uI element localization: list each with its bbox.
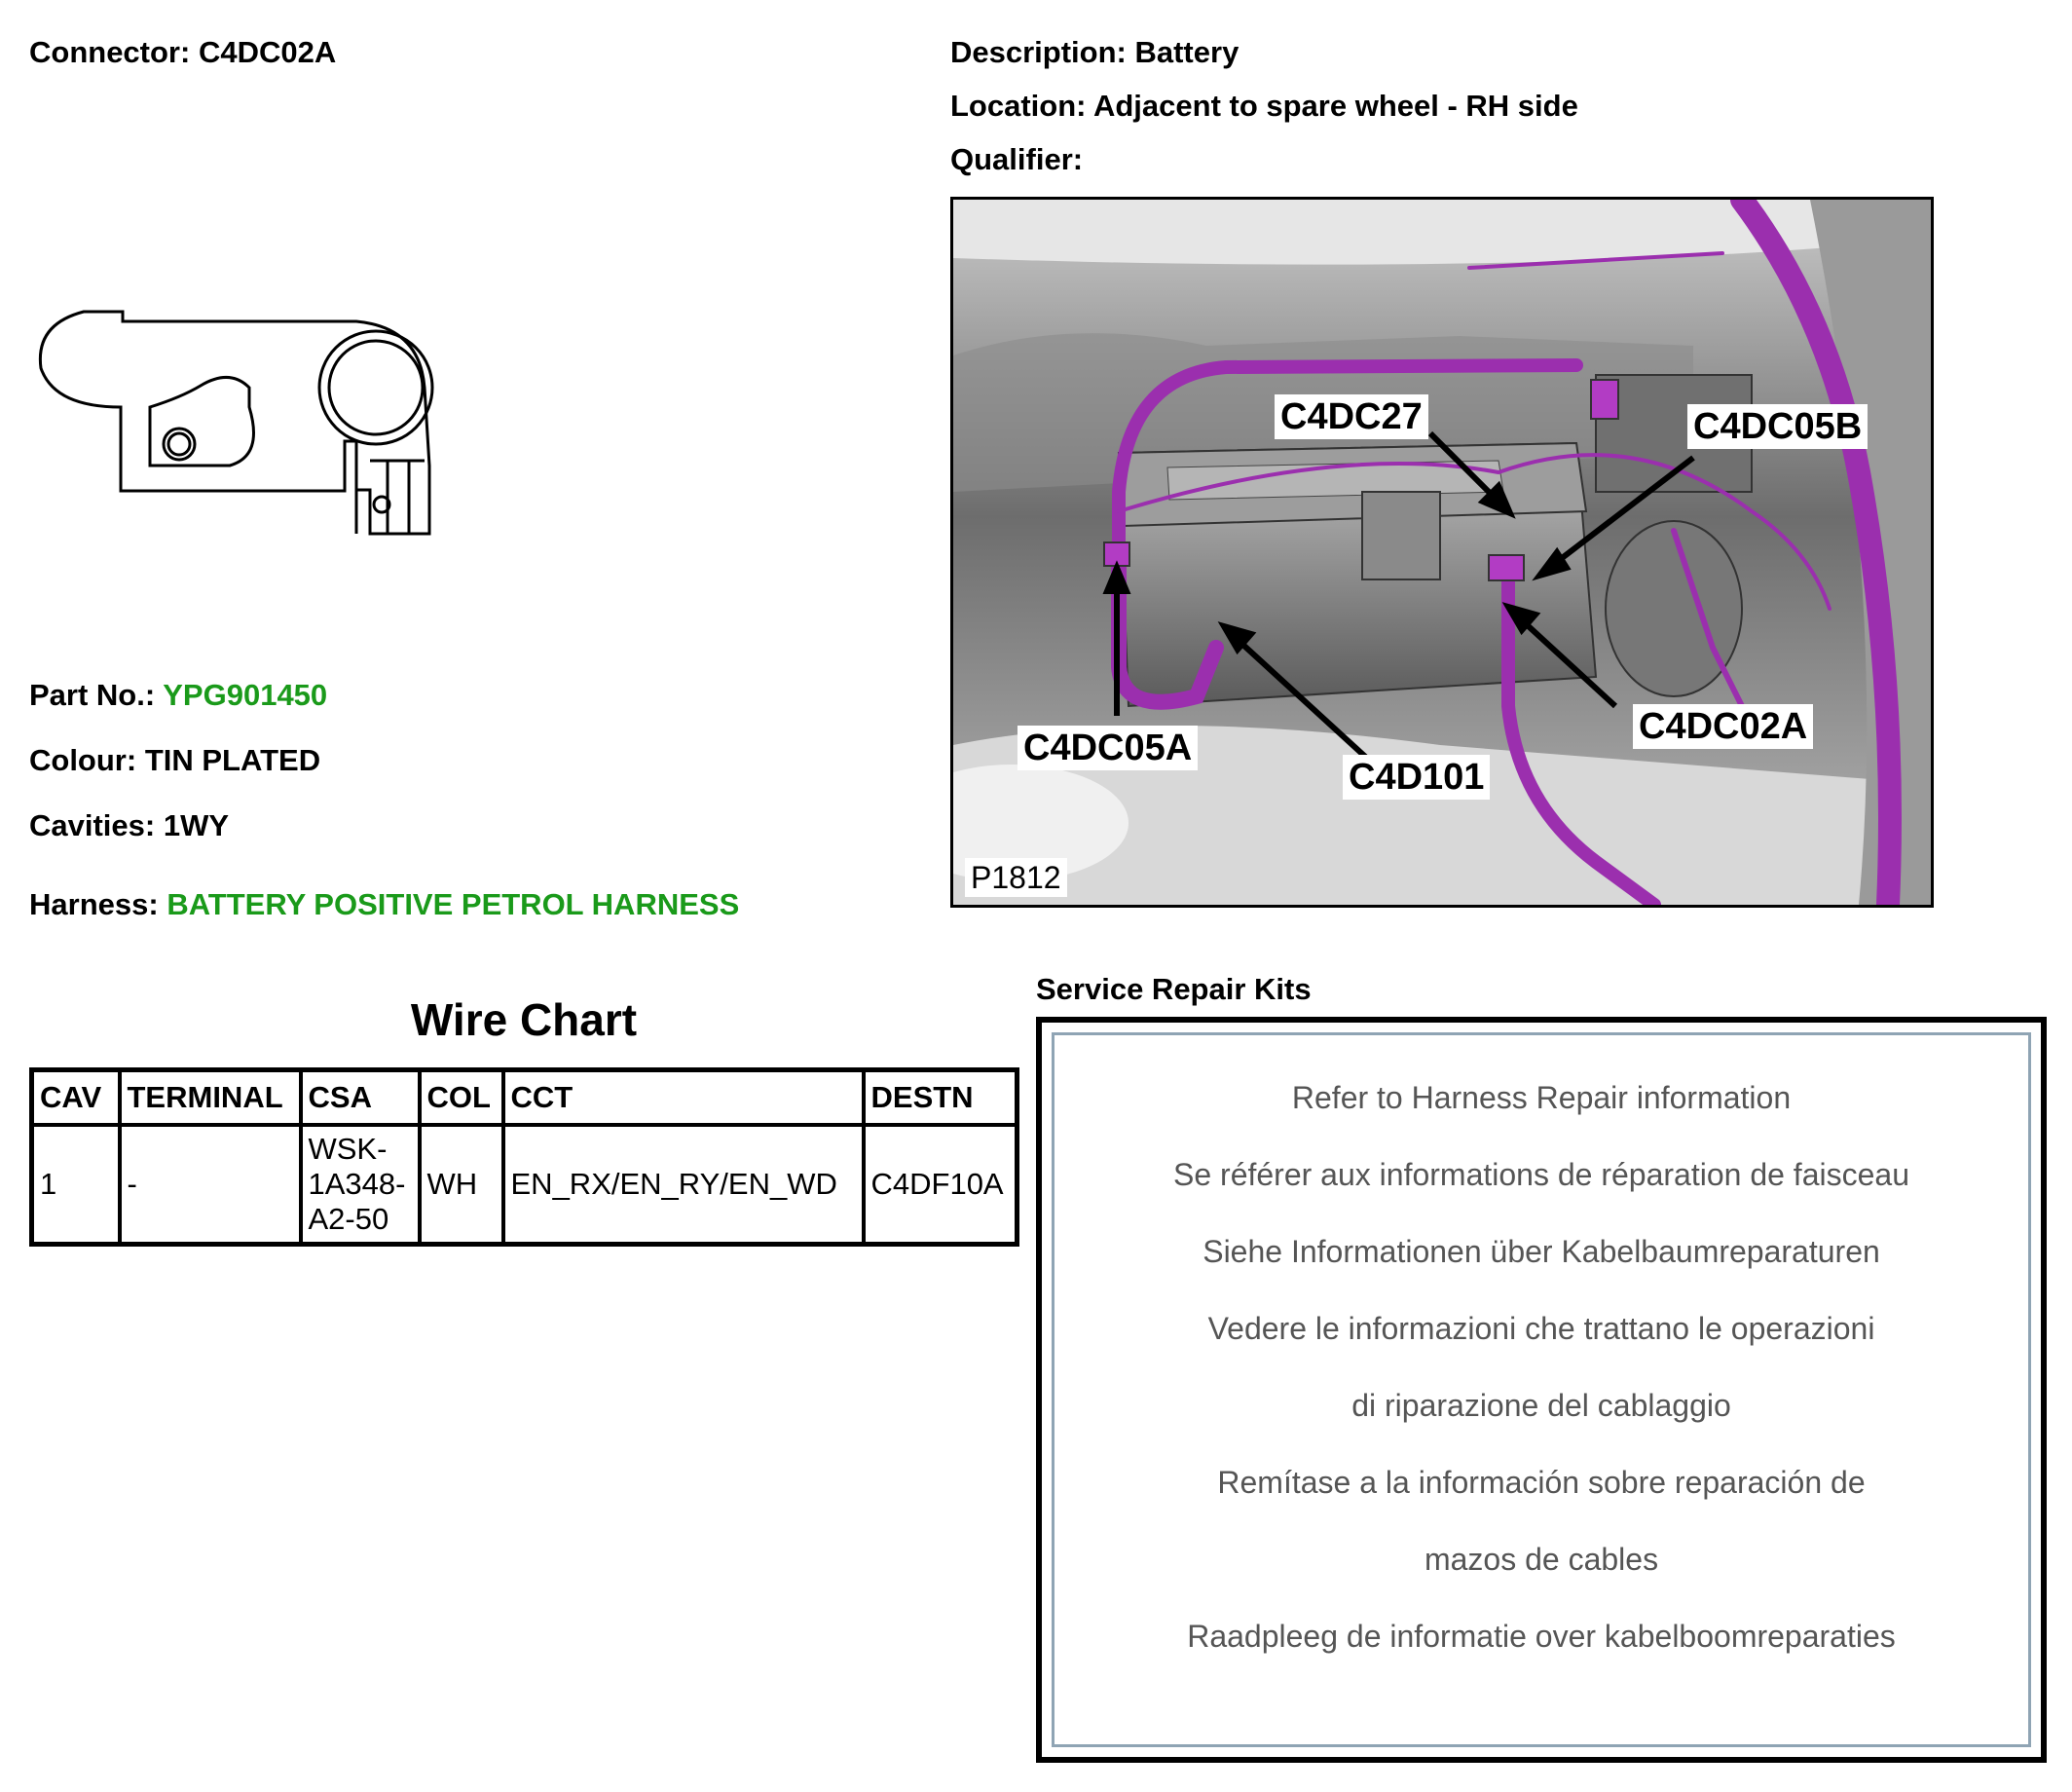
cell-csa [301, 1125, 420, 1245]
description-field [950, 35, 1239, 70]
kit-line: Refer to Harness Repair information [1291, 1080, 1792, 1115]
table-row [32, 1125, 1018, 1245]
service-kits-box [1036, 1017, 2047, 1763]
header-cct: CCT [503, 1070, 864, 1126]
header-cav: CAV [32, 1070, 120, 1126]
header-csa: CSA [301, 1070, 420, 1126]
service-kits-title: Service Repair Kits [1036, 972, 1312, 1006]
cell-destn-link[interactable]: C4DF10A [864, 1125, 1018, 1245]
table-header-row [32, 1070, 1018, 1126]
callout-c4dc02a: C4DC02A [1633, 704, 1813, 749]
description-label: Description: [950, 35, 1127, 69]
part-no-field [29, 678, 327, 713]
qualifier-field [950, 142, 1083, 177]
csa-line: WSK- [308, 1132, 388, 1166]
photo-reference: P1812 [965, 858, 1067, 897]
harness-field [29, 887, 739, 922]
colour-field [29, 743, 320, 778]
kit-line: mazos de cables [1424, 1542, 1659, 1577]
cavities-label: Cavities: [29, 808, 156, 842]
callout-c4dc05b: C4DC05B [1687, 404, 1868, 449]
colour-value: TIN PLATED [144, 743, 321, 777]
callout-c4dc27: C4DC27 [1275, 394, 1428, 439]
connector-value: C4DC02A [198, 35, 337, 69]
kit-line: Se référer aux informations de réparation de faisceau [1173, 1157, 1909, 1192]
location-field [950, 89, 1578, 124]
harness-label: Harness: [29, 887, 159, 921]
kit-line: di riparazione del cablaggio [1351, 1388, 1731, 1423]
harness-link[interactable]: BATTERY POSITIVE PETROL HARNESS [166, 887, 740, 921]
callout-c4dc05a: C4DC05A [1018, 726, 1198, 770]
connector-label: Connector: [29, 35, 191, 69]
kit-line: Remítase a la información sobre reparación de [1217, 1465, 1866, 1500]
cavities-value: 1WY [163, 808, 230, 842]
csa-line: 1A348- [308, 1167, 406, 1201]
ring-terminal-drawing [35, 300, 502, 543]
header-terminal: TERMINAL [120, 1070, 301, 1126]
cell-terminal: - [120, 1125, 301, 1245]
location-value: Adjacent to spare wheel - RH side [1092, 89, 1578, 123]
description-value: Battery [1134, 35, 1240, 69]
cell-col: WH [420, 1125, 503, 1245]
qualifier-label: Qualifier: [950, 142, 1084, 176]
wire-chart-table [29, 1067, 1019, 1247]
location-photo [950, 197, 1934, 908]
part-no-label: Part No.: [29, 678, 156, 712]
part-no-link[interactable]: YPG901450 [163, 678, 328, 712]
wire-chart-title: Wire Chart [410, 994, 638, 1045]
connector-drawing [35, 300, 502, 548]
colour-label: Colour: [29, 743, 137, 777]
cavities-field [29, 808, 229, 843]
location-label: Location: [950, 89, 1087, 123]
service-kits-inner [1052, 1032, 2031, 1747]
header-destn: DESTN [864, 1070, 1018, 1126]
header-col: COL [420, 1070, 503, 1126]
kit-line: Siehe Informationen über Kabelbaumreparaturen [1202, 1234, 1880, 1269]
callout-c4d101: C4D101 [1343, 755, 1490, 800]
connector-field [29, 35, 336, 70]
cell-cav: 1 [32, 1125, 120, 1245]
csa-line: A2-50 [308, 1202, 389, 1236]
cell-cct: EN_RX/EN_RY/EN_WD [503, 1125, 864, 1245]
kit-line: Vedere le informazioni che trattano le operazioni [1207, 1311, 1875, 1346]
kit-line: Raadpleeg de informatie over kabelboomreparaties [1187, 1619, 1896, 1654]
